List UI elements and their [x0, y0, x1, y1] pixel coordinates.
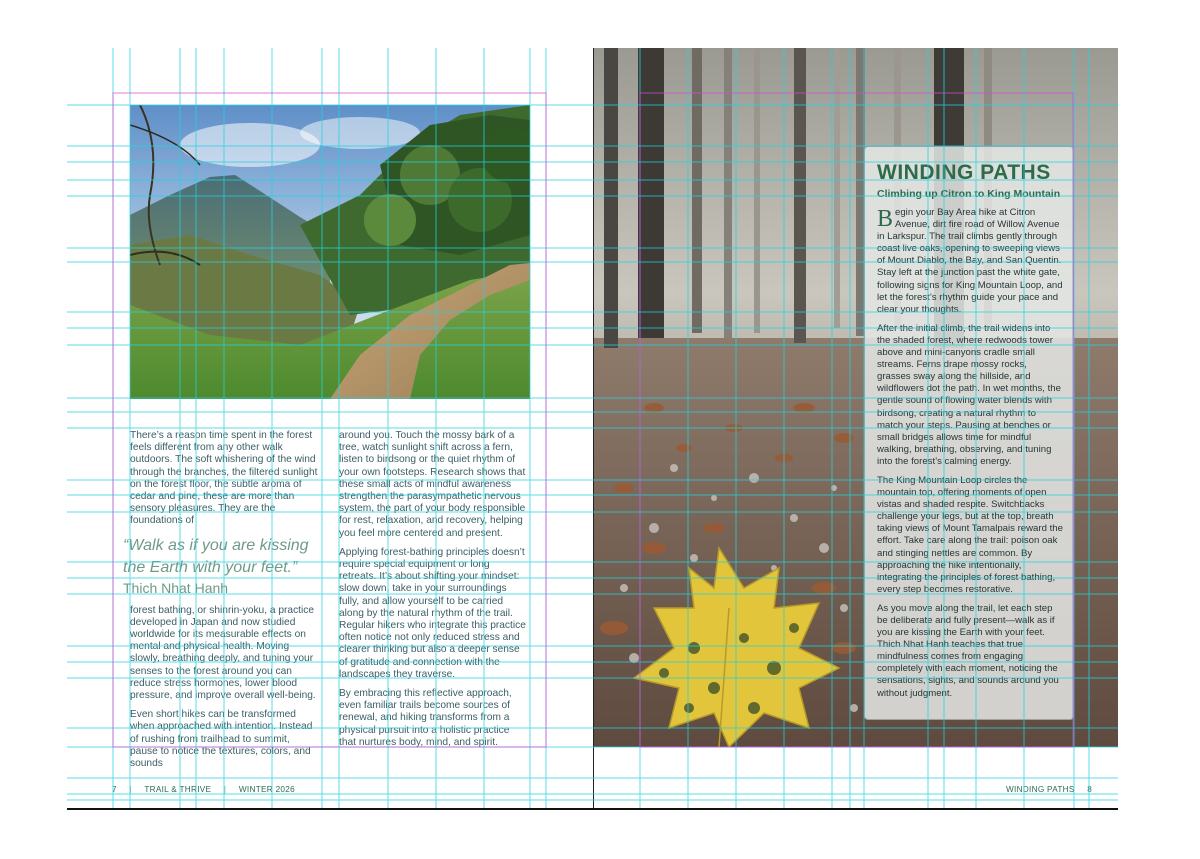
paragraph-text: egin your Bay Area hike at Citron Avenue, dirt fire road of Willow Avenue in Larkspur. The trail climbs gently through coast live oaks, opening to sweeping views of Mount Diablo, the Bay, and San Quentin. Stay left at the junction past the white gate, following signs for King Mountain Loop, and let the forest’s rhythm guide your pace and clear your thoughts. — [877, 207, 1063, 315]
separator: | — [223, 785, 227, 794]
paragraph: There’s a reason time spent in the forest feels different from any other walk outdoors. The soft whishering of the wind through the branches, the filtered sunlight on the forest floor, the subtle aroma of cedar and pine, these are more than sensory pleasures. They are the foundations of — [130, 430, 318, 527]
footer-left — [112, 785, 305, 794]
paragraph: forest bathing, or shinrin-yoku, a practice developed in Japan and now studied worldwide for its measurable effects on mental and physical health. Moving slowly, breathing deeply, and tuning your senses to the forest around you can reduce stress hormones, lower blood pressure, and improve overall well-being. — [130, 604, 316, 702]
drop-cap: B — [877, 206, 894, 232]
pull-quote-text: “Walk as if you are kissing the Earth with your feet.” — [123, 536, 309, 576]
paragraph: By embracing this reflective approach, even familiar trails become sources of renewal, and hiking transforms from a physical pursuit into a holistic practice that nurtures body, mind, and spirit. — [339, 688, 512, 748]
article-panel — [864, 146, 1074, 720]
paragraph: around you. Touch the mossy bark of a tree, watch sunlight shift across a fern, listen to birdsong or the quiet rhythm of your own footsteps. Research shows that these small acts of mindful awareness strengthen the parasympathetic nervous system, the part of your body responsible for rest, relaxation, and recovery, helping you feel more centered and present. — [339, 430, 526, 539]
spine-line — [593, 48, 594, 810]
landscape-photo — [130, 105, 530, 399]
section-name: WINDING PATHS — [1006, 785, 1075, 794]
separator: | — [129, 785, 132, 794]
pull-quote — [123, 535, 320, 597]
pull-quote-author: Thich Nhat Hanh — [123, 579, 229, 596]
footer-right — [1006, 785, 1102, 794]
paragraph: Even short hikes can be transformed when approached with intention. Instead of rushing from trailhead to summit, pause to notice the textures, colors, and sounds — [130, 709, 313, 770]
page-number: 8 — [1087, 785, 1093, 794]
publication-name: TRAIL & THRIVE — [144, 785, 212, 794]
headline: WINDING PATHS — [877, 161, 1051, 184]
paragraph: Applying forest-bathing principles doesn’t require special equipment or long retreats. It’s about shifting your mindset: slow down, take in your surroundings fully, and allow yourself to be carried along by the natural rhythm of the trail. Regular hikers who integrate this practice often notice not only reduced stress and clearer thinking but also a deeper sense of gratitude and connection with the landscapes they traverse. — [339, 546, 526, 680]
issue-date: WINTER 2026 — [238, 785, 295, 794]
paragraph — [877, 207, 1063, 316]
article-body — [877, 207, 1063, 700]
paragraph: The King Mountain Loop circles the mountain top, offering moments of open vistas and shaded respite. Switchbacks challenge your legs, but at the top, breath taking views of Mount Tamalpais reward the effort. Take care along the trail: poison oak and stinging nettles are common. By approaching the hike intentionally, integrating the principles of forest bathing, every step becomes restorative. — [877, 474, 1063, 595]
page-number: 7 — [112, 785, 117, 794]
paragraph: After the initial climb, the trail widens into the shaded forest, where redwoods tower above and mini-canyons cradle small streams. Ferns drape mossy rocks, grasses sway along the hillside, and wildflowers dot the path. In wet months, the gentle sound of flowing water blends with birdsong, creating a natural rhythm to match your steps. Pausing at benches or small bridges allows time for mindful walking, breathing, observing, and tuning into the forest’s calming energy. — [877, 322, 1061, 467]
body-column-left — [123, 430, 320, 777]
subhead: Climbing up Citron to King Mountain — [877, 188, 1061, 200]
body-column-right — [339, 430, 529, 756]
paragraph: As you move along the trail, let each step be deliberate and fully present—walk as if you are kissing the Earth with your feet. Thich Nhat Hanh teaches that true mindfulness comes from engaging completely with each moment, noticing the sensations, sights, and sounds around you without judgment. — [877, 602, 1059, 699]
bottom-rule — [67, 808, 1118, 810]
